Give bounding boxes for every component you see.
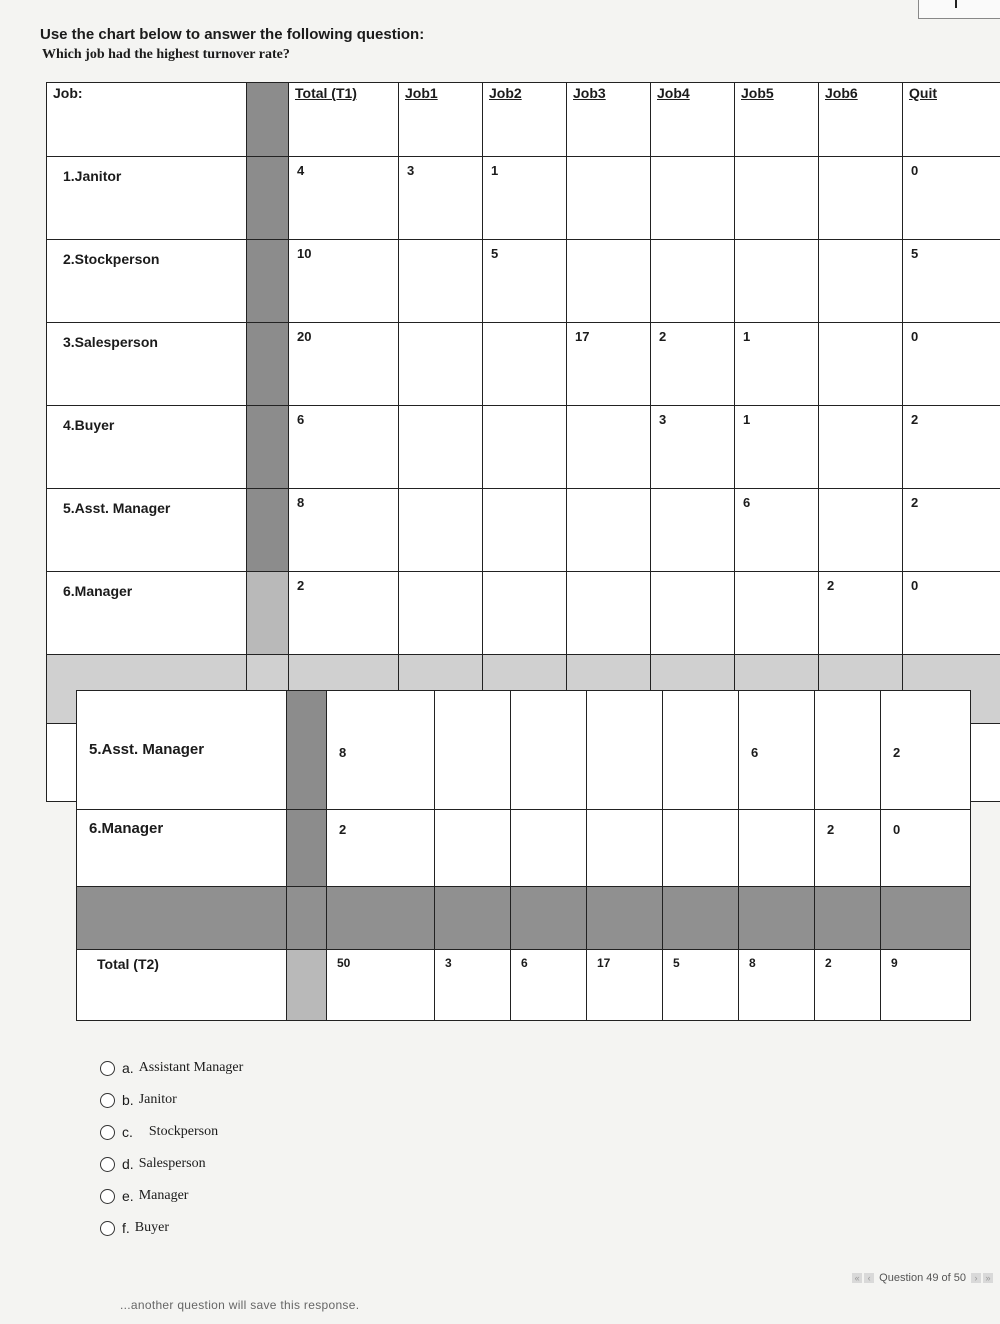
cell	[651, 572, 735, 655]
cell	[567, 406, 651, 489]
next-question-icon[interactable]: ›	[971, 1273, 981, 1283]
cell	[651, 240, 735, 323]
cell: 2	[327, 810, 435, 887]
header-job1: Job1	[399, 83, 483, 157]
cell	[483, 572, 567, 655]
cell	[399, 406, 483, 489]
table-row	[47, 572, 1000, 655]
turnover-chart-bottom	[76, 690, 971, 1021]
cell: 8	[327, 691, 435, 810]
option-text: Buyer	[134, 1220, 169, 1235]
option-c[interactable]	[100, 1116, 243, 1148]
last-question-icon[interactable]: »	[983, 1273, 993, 1283]
cell: 0	[903, 323, 1000, 406]
header-shade	[247, 83, 289, 157]
cell	[819, 489, 903, 572]
option-letter: a.	[122, 1060, 134, 1076]
option-text: Stockperson	[148, 1124, 219, 1139]
cell	[483, 323, 567, 406]
header-row	[47, 83, 1000, 157]
save-note: ...another question will save this response.	[120, 1298, 360, 1312]
option-f[interactable]	[100, 1212, 243, 1244]
radio-button[interactable]	[100, 1125, 115, 1140]
cell	[567, 240, 651, 323]
radio-button[interactable]	[100, 1221, 115, 1236]
cell	[663, 691, 739, 810]
cell: 4	[289, 157, 399, 240]
cell	[819, 406, 903, 489]
question-counter: Question 49 of 50	[879, 1272, 966, 1284]
cell: 1	[735, 406, 819, 489]
cell	[587, 810, 663, 887]
cell: 0	[903, 157, 1000, 240]
cell: 2	[881, 691, 971, 810]
table-row	[47, 406, 1000, 489]
cell: 10	[289, 240, 399, 323]
row-label: 6.Manager	[47, 572, 247, 655]
table-row	[77, 810, 971, 887]
cell: 2	[815, 810, 881, 887]
cell: 6	[289, 406, 399, 489]
cell: 6	[739, 691, 815, 810]
total-label: Total (T2)	[77, 950, 287, 1021]
total-cell: 9	[881, 950, 971, 1021]
row-label: 6.Manager	[77, 810, 287, 887]
row-label: 3.Salesperson	[47, 323, 247, 406]
question-text: Which job had the highest turnover rate?	[42, 47, 290, 62]
table-row	[47, 240, 1000, 323]
cell: 2	[819, 572, 903, 655]
cell: 2	[651, 323, 735, 406]
table-row	[77, 691, 971, 810]
row-label: 2.Stockperson	[47, 240, 247, 323]
total-row	[77, 950, 971, 1021]
cell	[739, 810, 815, 887]
header-quit: Quit	[903, 83, 1000, 157]
header-job2: Job2	[483, 83, 567, 157]
cell: 3	[651, 406, 735, 489]
cell	[819, 240, 903, 323]
cell	[483, 406, 567, 489]
question-navigation	[851, 1272, 994, 1284]
cell	[815, 691, 881, 810]
cell: 1	[735, 323, 819, 406]
total-cell: 2	[815, 950, 881, 1021]
total-cell: 3	[435, 950, 511, 1021]
cell	[511, 691, 587, 810]
cell	[567, 489, 651, 572]
cell	[735, 572, 819, 655]
option-letter: c.	[122, 1124, 133, 1140]
cell	[735, 157, 819, 240]
total-cell: 6	[511, 950, 587, 1021]
header-job5: Job5	[735, 83, 819, 157]
cell: 1	[483, 157, 567, 240]
table-row	[47, 489, 1000, 572]
answer-options	[100, 1052, 243, 1244]
table-row	[47, 323, 1000, 406]
cell	[567, 157, 651, 240]
cell	[651, 489, 735, 572]
radio-button[interactable]	[100, 1093, 115, 1108]
cell	[511, 810, 587, 887]
cell: 2	[903, 406, 1000, 489]
option-d[interactable]	[100, 1148, 243, 1180]
header-job4: Job4	[651, 83, 735, 157]
cell	[567, 572, 651, 655]
option-letter: f.	[122, 1220, 130, 1236]
total-cell: 17	[587, 950, 663, 1021]
cell	[819, 157, 903, 240]
total-cell: 50	[327, 950, 435, 1021]
row-label: 5.Asst. Manager	[77, 691, 287, 810]
row-label: 1.Janitor	[47, 157, 247, 240]
header-job6: Job6	[819, 83, 903, 157]
option-text: Manager	[138, 1188, 189, 1203]
option-letter: e.	[122, 1188, 134, 1204]
option-letter: d.	[122, 1156, 134, 1172]
cell: 17	[567, 323, 651, 406]
cell: 8	[289, 489, 399, 572]
cell	[651, 157, 735, 240]
cell	[735, 240, 819, 323]
header-job: Job:	[47, 83, 247, 157]
cell: 2	[289, 572, 399, 655]
cell	[399, 240, 483, 323]
cell	[399, 572, 483, 655]
cell	[435, 691, 511, 810]
table-row	[47, 157, 1000, 240]
cell	[587, 691, 663, 810]
cell	[435, 810, 511, 887]
cell: 5	[483, 240, 567, 323]
row-label: 5.Asst. Manager	[47, 489, 247, 572]
cell: 0	[903, 572, 1000, 655]
cell: 0	[881, 810, 971, 887]
header-total-t1: Total (T1)	[289, 83, 399, 157]
previous-question-icon[interactable]: ‹	[864, 1273, 874, 1283]
shaded-band	[77, 887, 971, 950]
cell: 6	[735, 489, 819, 572]
cell: 20	[289, 323, 399, 406]
radio-button[interactable]	[100, 1189, 115, 1204]
cell	[819, 323, 903, 406]
option-b[interactable]	[100, 1084, 243, 1116]
cell: 2	[903, 489, 1000, 572]
option-text: Janitor	[138, 1092, 177, 1107]
cell: 5	[903, 240, 1000, 323]
radio-button[interactable]	[100, 1157, 115, 1172]
option-a[interactable]	[100, 1052, 243, 1084]
cell	[399, 489, 483, 572]
corner-frame	[918, 0, 1000, 19]
question-intro: Use the chart below to answer the following question:	[40, 26, 425, 43]
option-text: Salesperson	[138, 1156, 206, 1171]
option-letter: b.	[122, 1092, 134, 1108]
row-label: 4.Buyer	[47, 406, 247, 489]
first-question-icon[interactable]: «	[852, 1273, 862, 1283]
header-job3: Job3	[567, 83, 651, 157]
total-cell: 8	[739, 950, 815, 1021]
option-e[interactable]	[100, 1180, 243, 1212]
cell	[399, 323, 483, 406]
cell	[663, 810, 739, 887]
total-cell: 5	[663, 950, 739, 1021]
option-text: Assistant Manager	[138, 1060, 244, 1075]
radio-button[interactable]	[100, 1061, 115, 1076]
cell: 3	[399, 157, 483, 240]
cell	[483, 489, 567, 572]
